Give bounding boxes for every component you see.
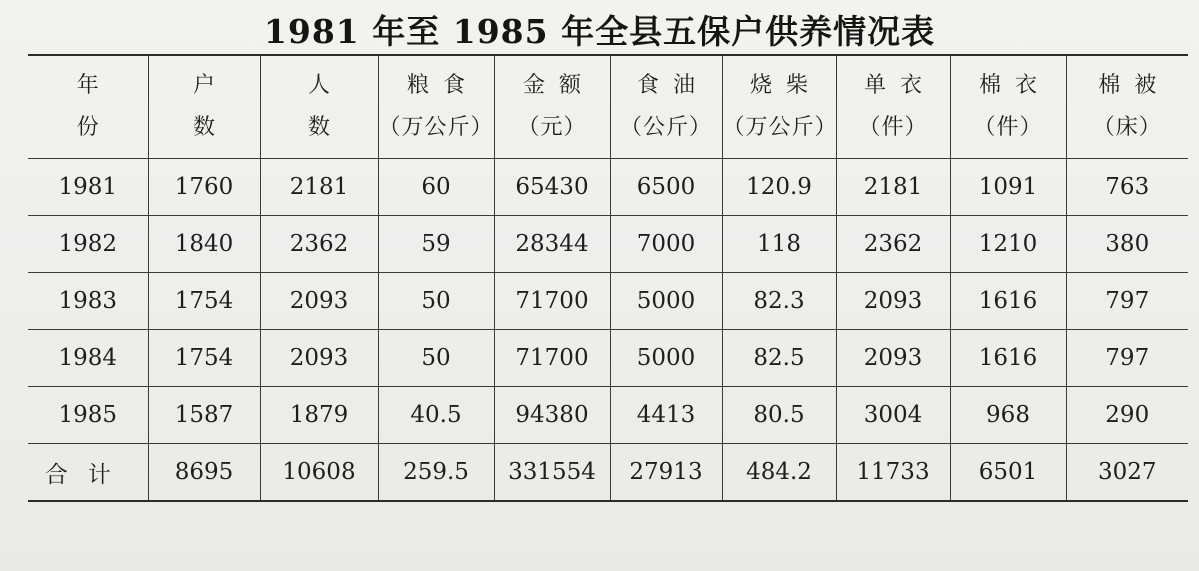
table-cell: 1982 (58, 231, 118, 257)
table-cell: 120.9 (722, 159, 836, 216)
header-unit: （元） (517, 115, 587, 140)
table-row (28, 216, 1188, 273)
table-cell: 1984 (58, 345, 118, 371)
header-persons (260, 55, 378, 159)
header-cotton-clothes (950, 55, 1066, 159)
table-cell: 968 (950, 387, 1066, 444)
header-unit: （件） (858, 115, 928, 140)
table-cell: 71700 (494, 273, 610, 330)
table-cell: 1879 (260, 387, 378, 444)
table-row (28, 330, 1188, 387)
header-cooking-oil (610, 55, 722, 159)
table-row (28, 387, 1188, 444)
header-label: 单衣 (863, 73, 936, 99)
table-cell: 331554 (494, 444, 610, 502)
table-cell: 1981 (58, 174, 118, 200)
header-label: 棉被 (1098, 73, 1171, 99)
table-cell: 2093 (836, 273, 950, 330)
table-cell: 484.2 (722, 444, 836, 502)
table-cell: 5000 (610, 330, 722, 387)
header-unit: （万公斤） (722, 115, 838, 140)
table-cell: 797 (1066, 330, 1188, 387)
table-cell: 797 (1066, 273, 1188, 330)
header-unit: （床） (1092, 115, 1162, 140)
header-households (148, 55, 260, 159)
table-cell: 50 (378, 273, 494, 330)
table-cell: 6500 (610, 159, 722, 216)
header-single-clothes (836, 55, 950, 159)
table-cell: 2093 (260, 330, 378, 387)
table-cell: 4413 (610, 387, 722, 444)
table-cell: 10608 (260, 444, 378, 502)
header-unit: （万公斤） (378, 115, 494, 140)
header-label: 棉衣 (978, 73, 1051, 99)
header-label: 粮食 (406, 73, 479, 99)
table-cell: 2362 (836, 216, 950, 273)
table-cell: 80.5 (722, 387, 836, 444)
header-label: 人数 (307, 73, 356, 140)
table-row (28, 273, 1188, 330)
header-label: 烧柴 (749, 73, 822, 99)
table-cell: 11733 (836, 444, 950, 502)
table-cell: 2181 (260, 159, 378, 216)
table-cell: 27913 (610, 444, 722, 502)
table-cell: 59 (378, 216, 494, 273)
table-cell: 3004 (836, 387, 950, 444)
table-cell: 1985 (58, 402, 118, 428)
header-unit: （件） (973, 115, 1043, 140)
table-cell: 8695 (148, 444, 260, 502)
header-year (28, 55, 148, 159)
table-cell: 290 (1066, 387, 1188, 444)
header-unit: （公斤） (619, 115, 712, 140)
table-cell: 28344 (494, 216, 610, 273)
table-cell: 82.3 (722, 273, 836, 330)
table-cell: 7000 (610, 216, 722, 273)
header-amount (494, 55, 610, 159)
total-label: 合计 (44, 461, 131, 488)
table-cell: 2362 (260, 216, 378, 273)
table-cell: 259.5 (378, 444, 494, 502)
table-cell: 6501 (950, 444, 1066, 502)
header-grain (378, 55, 494, 159)
header-label: 金额 (522, 73, 595, 99)
table-cell: 5000 (610, 273, 722, 330)
table-cell: 1210 (950, 216, 1066, 273)
table-cell: 380 (1066, 216, 1188, 273)
table-cell: 71700 (494, 330, 610, 387)
header-label: 食油 (636, 73, 709, 99)
table-cell: 65430 (494, 159, 610, 216)
table-cell: 1840 (148, 216, 260, 273)
header-firewood (722, 55, 836, 159)
table-cell: 1754 (148, 330, 260, 387)
table-cell: 1616 (950, 273, 1066, 330)
table-cell: 1760 (148, 159, 260, 216)
table-cell: 82.5 (722, 330, 836, 387)
table-cell: 2181 (836, 159, 950, 216)
table-cell: 2093 (260, 273, 378, 330)
table-cell: 50 (378, 330, 494, 387)
header-label: 户数 (192, 73, 241, 140)
table-cell: 1616 (950, 330, 1066, 387)
table-row (28, 159, 1188, 216)
table-cell: 1983 (58, 288, 118, 314)
total-row (28, 444, 1188, 502)
table-cell: 1091 (950, 159, 1066, 216)
table-cell: 40.5 (378, 387, 494, 444)
table-cell: 3027 (1066, 444, 1188, 502)
table-title: 1981 年至 1985 年全县五保户供养情况表 (263, 12, 936, 51)
table-cell: 2093 (836, 330, 950, 387)
table-cell: 763 (1066, 159, 1188, 216)
header-row (28, 55, 1188, 159)
table-cell: 94380 (494, 387, 610, 444)
table-cell: 1587 (148, 387, 260, 444)
header-label: 年份 (76, 73, 125, 140)
table-cell: 1754 (148, 273, 260, 330)
table-cell: 118 (722, 216, 836, 273)
statistics-table (28, 54, 1188, 502)
table-cell: 60 (378, 159, 494, 216)
header-quilts (1066, 55, 1188, 159)
